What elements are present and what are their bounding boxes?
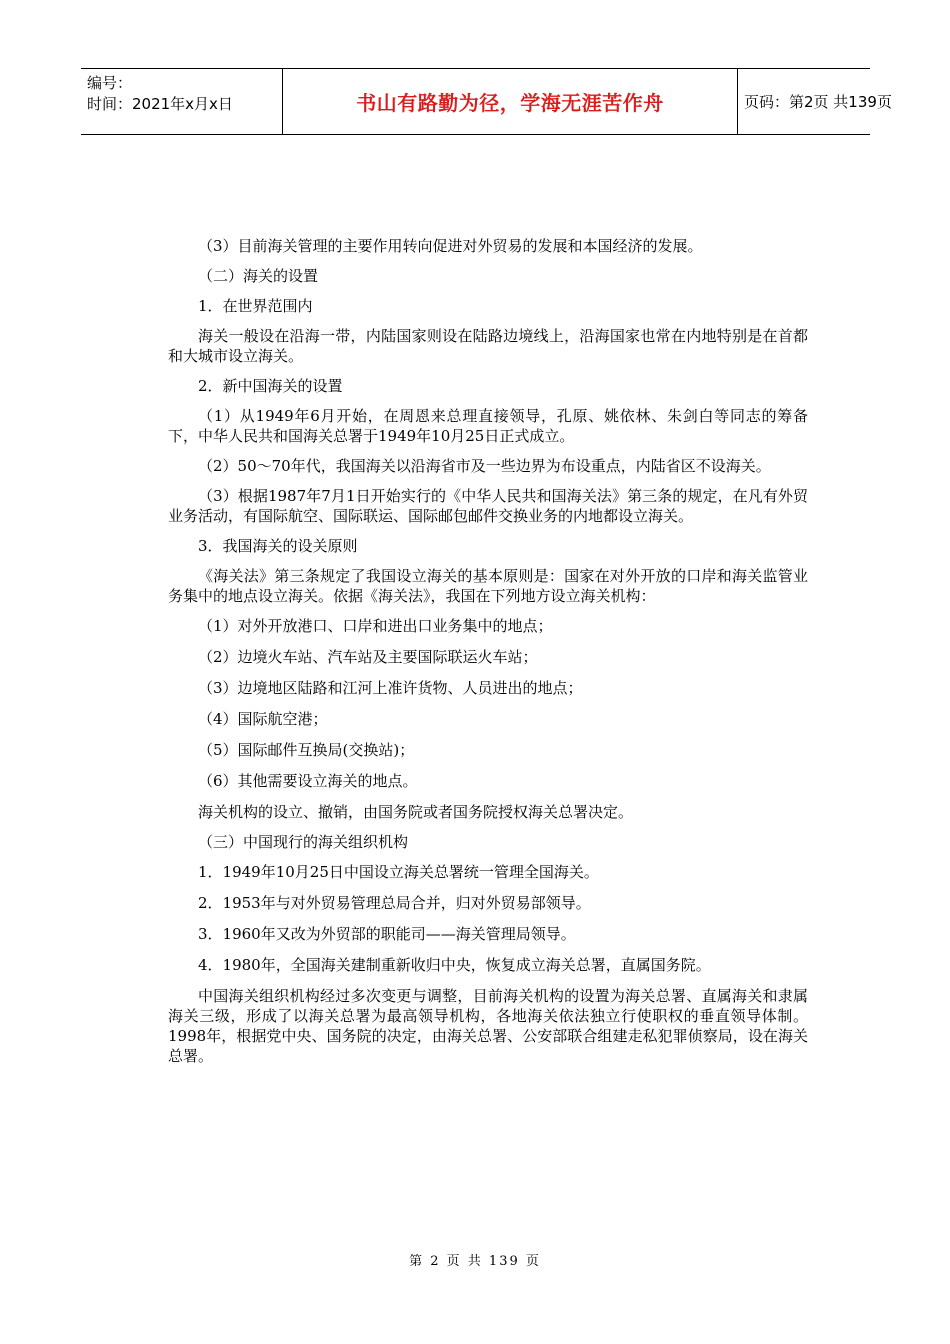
page-header (81, 68, 892, 135)
paragraph: 《海关法》第三条规定了我国设立海关的基本原则是：国家在对外开放的口岸和海关监管业务集中的地点设立海关。依据《海关法》，我国在下列地方设立海关机构： (168, 567, 808, 605)
header-motto-cell (283, 69, 738, 134)
document-number-label: 编号： (87, 74, 133, 92)
paragraph: 海关机构的设立、撤销，由国务院或者国务院授权海关总署决定。 (198, 803, 634, 821)
paragraph: （2）50～70年代，我国海关以沿海省市及一些边界为布设重点，内陆省区不设海关。 (198, 457, 771, 475)
paragraph: （3）根据1987年7月1日开始实行的《中华人民共和国海关法》第三条的规定，在凡有外贸业务活动，有国际航空、国际联运、国际邮包邮件交换业务的内地都设立海关。 (168, 487, 808, 525)
paragraph: 中国海关组织机构经过多次变更与调整，目前海关机构的设置为海关总署、直属海关和隶属海关三级，形成了以海关总署为最高领导机构，各地海关依法独立行使职权的垂直领导体制。1998年，根据党中央、国务院的决定，由海关总署、公安部联合组建走私犯罪侦察局，设在海关总署。 (168, 987, 808, 1065)
document-time-label: 时间：2021年x月x日 (87, 95, 233, 113)
list-item: （3）边境地区陆路和江河上准许货物、人员进出的地点； (198, 679, 583, 697)
list-item: （2）边境火车站、汽车站及主要国际联运火车站； (198, 648, 538, 666)
header-motto: 书山有路勤为径，学海无涯苦作舟 (356, 91, 664, 115)
paragraph: （3）目前海关管理的主要作用转向促进对外贸易的发展和本国经济的发展。 (198, 237, 703, 255)
subsection-heading: 1．在世界范围内 (198, 297, 313, 315)
subsection-heading: 3．我国海关的设关原则 (198, 537, 358, 555)
document-body (168, 236, 808, 1076)
header-page-cell (738, 69, 892, 134)
list-item: （6）其他需要设立海关的地点。 (198, 772, 418, 790)
list-item: 1．1949年10月25日中国设立海关总署统一管理全国海关。 (198, 863, 599, 881)
header-meta-cell (81, 69, 283, 134)
page-footer: 第 2 页 共 139 页 (409, 1254, 541, 1269)
list-item: （1）对外开放港口、口岸和进出口业务集中的地点； (198, 617, 553, 635)
list-item: （5）国际邮件互换局(交换站)； (198, 741, 415, 759)
list-item: 2．1953年与对外贸易管理总局合并，归对外贸易部领导。 (198, 894, 591, 912)
list-item: （4）国际航空港； (198, 710, 328, 728)
section-heading: （三）中国现行的海关组织机构 (198, 833, 409, 851)
list-item: 4．1980年，全国海关建制重新收归中央，恢复成立海关总署，直属国务院。 (198, 956, 711, 974)
paragraph: 海关一般设在沿海一带，内陆国家则设在陆路边境线上，沿海国家也常在内地特别是在首都和大城市设立海关。 (168, 327, 808, 365)
header-page-info: 页码：第2页 共139页 (744, 93, 892, 111)
paragraph: （1）从1949年6月开始，在周恩来总理直接领导，孔原、姚依林、朱剑白等同志的筹备下，中华人民共和国海关总署于1949年10月25日正式成立。 (168, 407, 808, 445)
subsection-heading: 2．新中国海关的设置 (198, 377, 343, 395)
section-heading: （二）海关的设置 (198, 267, 319, 285)
list-item: 3．1960年又改为外贸部的职能司——海关管理局领导。 (198, 925, 576, 943)
